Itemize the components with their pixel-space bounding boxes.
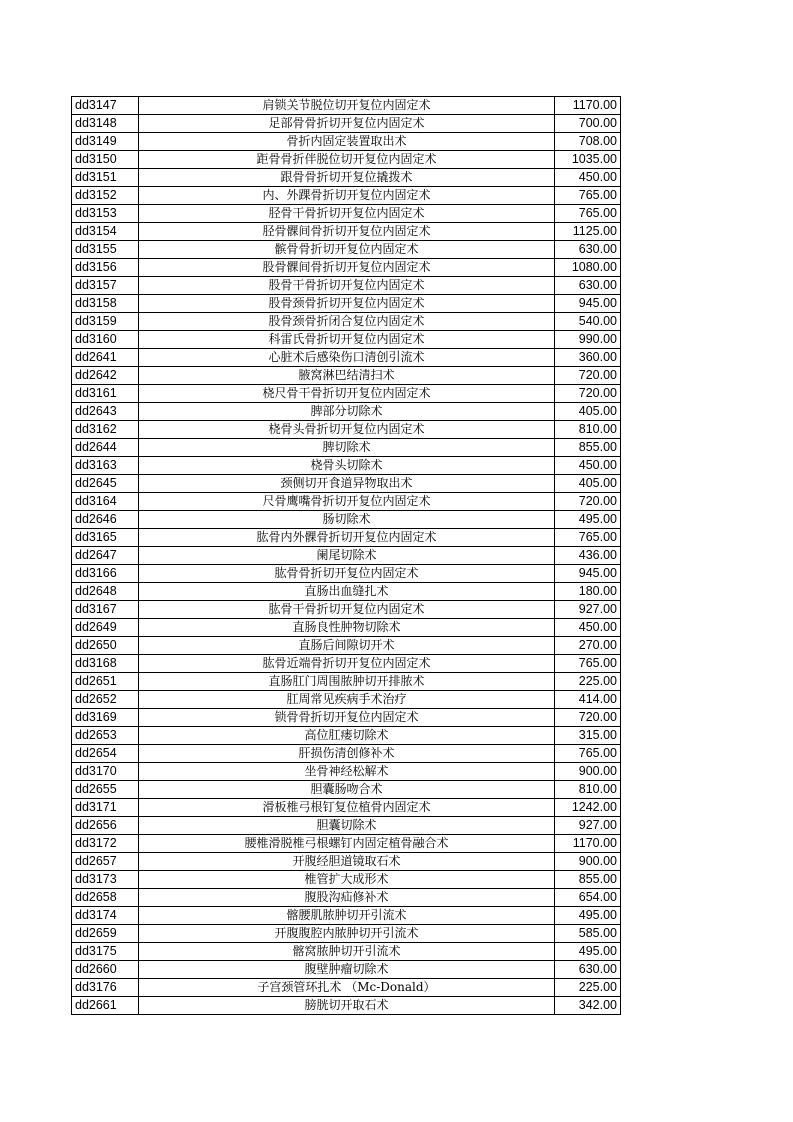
price-cell: 900.00: [555, 763, 621, 781]
price-cell: 855.00: [555, 439, 621, 457]
price-cell: 945.00: [555, 295, 621, 313]
price-cell: 630.00: [555, 241, 621, 259]
table-row: [72, 835, 621, 853]
price-cell: 630.00: [555, 961, 621, 979]
table-row: [72, 709, 621, 727]
table-row: [72, 799, 621, 817]
table-row: [72, 241, 621, 259]
table-row: [72, 421, 621, 439]
price-cell: 180.00: [555, 583, 621, 601]
procedure-name-cell: 胫骨干骨折切开复位内固定术: [139, 205, 555, 223]
code-cell: dd2646: [72, 511, 139, 529]
price-cell: 495.00: [555, 511, 621, 529]
code-cell: dd2658: [72, 889, 139, 907]
procedure-name-cell: 滑板椎弓根钉复位植骨内固定术: [139, 799, 555, 817]
table-row: [72, 907, 621, 925]
table-row: [72, 511, 621, 529]
procedure-name-cell: 骨折内固定装置取出术: [139, 133, 555, 151]
code-cell: dd3152: [72, 187, 139, 205]
price-cell: 765.00: [555, 655, 621, 673]
procedure-name-cell: 腰椎滑脱椎弓根螺钉内固定植骨融合术: [139, 835, 555, 853]
price-cell: 360.00: [555, 349, 621, 367]
code-cell: dd3162: [72, 421, 139, 439]
table-row: [72, 277, 621, 295]
procedure-name-cell: 子宫颈管环扎术 （Mc-Donald）: [139, 979, 555, 997]
code-cell: dd3156: [72, 259, 139, 277]
table-row: [72, 889, 621, 907]
code-cell: dd2659: [72, 925, 139, 943]
table-row: [72, 943, 621, 961]
table-row: [72, 763, 621, 781]
procedure-name-cell: 肝损伤清创修补术: [139, 745, 555, 763]
code-cell: dd3155: [72, 241, 139, 259]
code-cell: dd2649: [72, 619, 139, 637]
price-cell: 765.00: [555, 529, 621, 547]
procedure-name-cell: 胫骨髁间骨折切开复位内固定术: [139, 223, 555, 241]
table-row: [72, 439, 621, 457]
price-cell: 720.00: [555, 709, 621, 727]
code-cell: dd2645: [72, 475, 139, 493]
table-row: [72, 457, 621, 475]
procedure-name-cell: 肛周常见疾病手术治疗: [139, 691, 555, 709]
procedure-name-cell: 科雷氏骨折切开复位内固定术: [139, 331, 555, 349]
code-cell: dd3174: [72, 907, 139, 925]
code-cell: dd2653: [72, 727, 139, 745]
procedure-name-cell: 髂腰肌脓肿切开引流术: [139, 907, 555, 925]
table-row: [72, 781, 621, 799]
price-cell: 585.00: [555, 925, 621, 943]
procedure-name-cell: 股骨干骨折切开复位内固定术: [139, 277, 555, 295]
price-cell: 1170.00: [555, 835, 621, 853]
code-cell: dd3172: [72, 835, 139, 853]
price-cell: 450.00: [555, 169, 621, 187]
code-cell: dd2657: [72, 853, 139, 871]
code-cell: dd3149: [72, 133, 139, 151]
code-cell: dd2660: [72, 961, 139, 979]
price-cell: 810.00: [555, 781, 621, 799]
procedure-name-cell: 肠切除术: [139, 511, 555, 529]
procedure-name-cell: 肩锁关节脱位切开复位内固定术: [139, 97, 555, 115]
table-row: [72, 565, 621, 583]
price-cell: 630.00: [555, 277, 621, 295]
code-cell: dd3168: [72, 655, 139, 673]
price-cell: 765.00: [555, 205, 621, 223]
price-cell: 342.00: [555, 997, 621, 1015]
price-cell: 720.00: [555, 493, 621, 511]
code-cell: dd2661: [72, 997, 139, 1015]
code-cell: dd3175: [72, 943, 139, 961]
table-row: [72, 745, 621, 763]
procedure-name-cell: 心脏术后感染伤口清创引流术: [139, 349, 555, 367]
price-cell: 927.00: [555, 817, 621, 835]
procedure-name-cell: 桡尺骨干骨折切开复位内固定术: [139, 385, 555, 403]
table-row: [72, 961, 621, 979]
procedure-name-cell: 坐骨神经松解术: [139, 763, 555, 781]
table-row: [72, 385, 621, 403]
procedure-name-cell: 椎管扩大成形术: [139, 871, 555, 889]
price-cell: 1170.00: [555, 97, 621, 115]
price-cell: 315.00: [555, 727, 621, 745]
table-row: [72, 367, 621, 385]
code-cell: dd2650: [72, 637, 139, 655]
procedure-name-cell: 跟骨骨折切开复位撬拨术: [139, 169, 555, 187]
table-row: [72, 979, 621, 997]
table-row: [72, 205, 621, 223]
code-cell: dd2656: [72, 817, 139, 835]
table-row: [72, 115, 621, 133]
table-row: [72, 475, 621, 493]
code-cell: dd2651: [72, 673, 139, 691]
price-cell: 450.00: [555, 457, 621, 475]
procedure-name-cell: 开腹腹腔内脓肿切开引流术: [139, 925, 555, 943]
table-row: [72, 223, 621, 241]
surgery-price-table: [71, 96, 621, 1015]
procedure-name-cell: 足部骨骨折切开复位内固定术: [139, 115, 555, 133]
table-row: [72, 547, 621, 565]
code-cell: dd2642: [72, 367, 139, 385]
code-cell: dd2643: [72, 403, 139, 421]
table-row: [72, 673, 621, 691]
procedure-name-cell: 颈侧切开食道异物取出术: [139, 475, 555, 493]
procedure-name-cell: 脾部分切除术: [139, 403, 555, 421]
procedure-name-cell: 腹股沟疝修补术: [139, 889, 555, 907]
code-cell: dd2655: [72, 781, 139, 799]
code-cell: dd3161: [72, 385, 139, 403]
code-cell: dd2641: [72, 349, 139, 367]
procedure-name-cell: 开腹经胆道镜取石术: [139, 853, 555, 871]
code-cell: dd3165: [72, 529, 139, 547]
procedure-name-cell: 髌骨骨折切开复位内固定术: [139, 241, 555, 259]
code-cell: dd3154: [72, 223, 139, 241]
price-cell: 225.00: [555, 979, 621, 997]
table-row: [72, 853, 621, 871]
price-list-page: [71, 96, 620, 1015]
table-row: [72, 259, 621, 277]
code-cell: dd3167: [72, 601, 139, 619]
code-cell: dd3163: [72, 457, 139, 475]
table-row: [72, 529, 621, 547]
code-cell: dd2654: [72, 745, 139, 763]
procedure-name-cell: 股骨髁间骨折切开复位内固定术: [139, 259, 555, 277]
price-cell: 1242.00: [555, 799, 621, 817]
code-cell: dd3171: [72, 799, 139, 817]
table-row: [72, 331, 621, 349]
code-cell: dd3169: [72, 709, 139, 727]
table-row: [72, 349, 621, 367]
price-cell: 1035.00: [555, 151, 621, 169]
procedure-name-cell: 肱骨内外髁骨折切开复位内固定术: [139, 529, 555, 547]
price-cell: 927.00: [555, 601, 621, 619]
code-cell: dd3158: [72, 295, 139, 313]
price-cell: 720.00: [555, 367, 621, 385]
table-row: [72, 871, 621, 889]
table-row: [72, 133, 621, 151]
procedure-name-cell: 锁骨骨折切开复位内固定术: [139, 709, 555, 727]
procedure-name-cell: 腋窝淋巴结清扫术: [139, 367, 555, 385]
table-row: [72, 493, 621, 511]
code-cell: dd3164: [72, 493, 139, 511]
table-row: [72, 925, 621, 943]
price-cell: 765.00: [555, 745, 621, 763]
procedure-name-cell: 胆囊切除术: [139, 817, 555, 835]
price-cell: 654.00: [555, 889, 621, 907]
table-row: [72, 691, 621, 709]
procedure-name-cell: 胆囊肠吻合术: [139, 781, 555, 799]
procedure-name-cell: 桡骨头切除术: [139, 457, 555, 475]
procedure-name-cell: 髂窝脓肿切开引流术: [139, 943, 555, 961]
price-cell: 225.00: [555, 673, 621, 691]
price-cell: 700.00: [555, 115, 621, 133]
table-row: [72, 601, 621, 619]
code-cell: dd3173: [72, 871, 139, 889]
price-cell: 414.00: [555, 691, 621, 709]
price-cell: 810.00: [555, 421, 621, 439]
procedure-name-cell: 内、外踝骨折切开复位内固定术: [139, 187, 555, 205]
procedure-name-cell: 股骨颈骨折闭合复位内固定术: [139, 313, 555, 331]
table-row: [72, 583, 621, 601]
table-row: [72, 655, 621, 673]
code-cell: dd3148: [72, 115, 139, 133]
code-cell: dd3150: [72, 151, 139, 169]
price-cell: 540.00: [555, 313, 621, 331]
procedure-name-cell: 直肠出血缝扎术: [139, 583, 555, 601]
procedure-name-cell: 肱骨近端骨折切开复位内固定术: [139, 655, 555, 673]
procedure-name-cell: 直肠良性肿物切除术: [139, 619, 555, 637]
procedure-name-cell: 直肠肛门周围脓肿切开排脓术: [139, 673, 555, 691]
procedure-name-cell: 膀胱切开取石术: [139, 997, 555, 1015]
price-cell: 270.00: [555, 637, 621, 655]
procedure-name-cell: 桡骨头骨折切开复位内固定术: [139, 421, 555, 439]
code-cell: dd3160: [72, 331, 139, 349]
procedure-name-cell: 肱骨干骨折切开复位内固定术: [139, 601, 555, 619]
price-cell: 1080.00: [555, 259, 621, 277]
code-cell: dd3170: [72, 763, 139, 781]
table-body: [72, 97, 621, 1015]
code-cell: dd3151: [72, 169, 139, 187]
code-cell: dd2647: [72, 547, 139, 565]
procedure-name-cell: 脾切除术: [139, 439, 555, 457]
code-cell: dd2652: [72, 691, 139, 709]
code-cell: dd3166: [72, 565, 139, 583]
price-cell: 945.00: [555, 565, 621, 583]
table-row: [72, 295, 621, 313]
table-row: [72, 637, 621, 655]
table-row: [72, 313, 621, 331]
procedure-name-cell: 直肠后间隙切开术: [139, 637, 555, 655]
table-row: [72, 169, 621, 187]
price-cell: 405.00: [555, 403, 621, 421]
price-cell: 1125.00: [555, 223, 621, 241]
procedure-name-cell: 阑尾切除术: [139, 547, 555, 565]
table-row: [72, 817, 621, 835]
table-row: [72, 727, 621, 745]
procedure-name-cell: 股骨颈骨折切开复位内固定术: [139, 295, 555, 313]
price-cell: 450.00: [555, 619, 621, 637]
procedure-name-cell: 腹壁肿瘤切除术: [139, 961, 555, 979]
procedure-name-cell: 高位肛瘘切除术: [139, 727, 555, 745]
procedure-name-cell: 距骨骨折伴脱位切开复位内固定术: [139, 151, 555, 169]
table-row: [72, 187, 621, 205]
price-cell: 720.00: [555, 385, 621, 403]
price-cell: 708.00: [555, 133, 621, 151]
price-cell: 990.00: [555, 331, 621, 349]
code-cell: dd3147: [72, 97, 139, 115]
price-cell: 765.00: [555, 187, 621, 205]
table-row: [72, 151, 621, 169]
code-cell: dd3176: [72, 979, 139, 997]
table-row: [72, 619, 621, 637]
price-cell: 405.00: [555, 475, 621, 493]
code-cell: dd3157: [72, 277, 139, 295]
code-cell: dd2644: [72, 439, 139, 457]
price-cell: 495.00: [555, 943, 621, 961]
price-cell: 436.00: [555, 547, 621, 565]
procedure-name-cell: 肱骨骨折切开复位内固定术: [139, 565, 555, 583]
table-row: [72, 97, 621, 115]
table-row: [72, 403, 621, 421]
code-cell: dd3153: [72, 205, 139, 223]
code-cell: dd2648: [72, 583, 139, 601]
procedure-name-cell: 尺骨鹰嘴骨折切开复位内固定术: [139, 493, 555, 511]
code-cell: dd3159: [72, 313, 139, 331]
price-cell: 900.00: [555, 853, 621, 871]
price-cell: 495.00: [555, 907, 621, 925]
table-row: [72, 997, 621, 1015]
price-cell: 855.00: [555, 871, 621, 889]
